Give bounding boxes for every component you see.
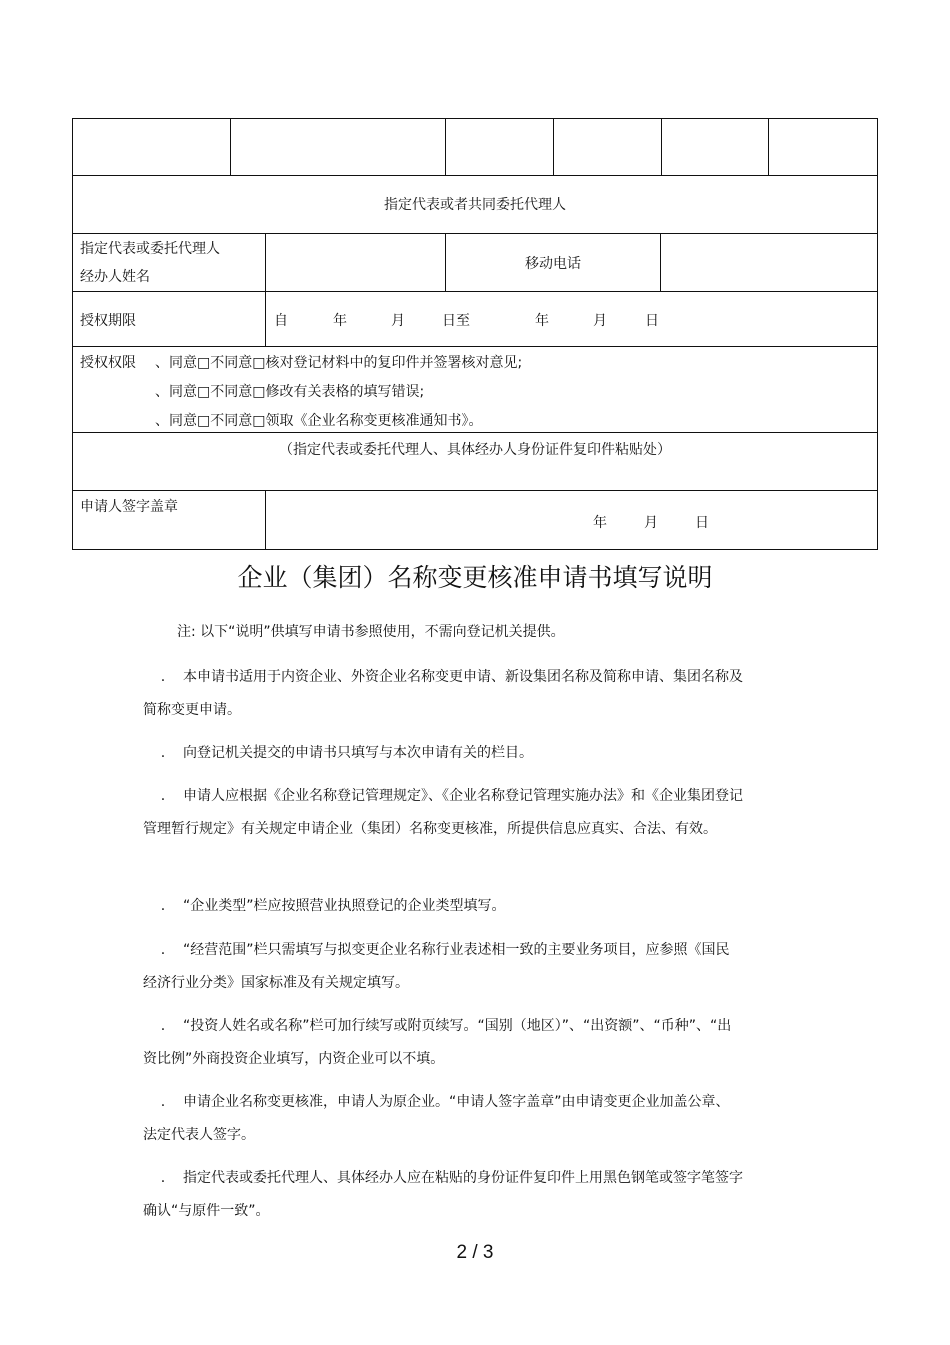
column-divider: [230, 119, 231, 175]
column-divider: [768, 119, 769, 175]
blank-cell[interactable]: [232, 120, 444, 174]
row-divider: [73, 175, 877, 176]
instruction-text: “投资人姓名或名称”栏可加行续写或附页续写。“国别（地区）”、“出资额”、“币种”、“出资比例”外商投资企业填写，内资企业可以不填。: [143, 1018, 732, 1067]
row-divider: [73, 233, 877, 234]
instruction-text: “经营范围”栏只需填写与拟变更企业名称行业表述相一致的主要业务项目，应参照《国民经济行业分类》国家标准及有关规定填写。: [143, 942, 730, 991]
period-day-to: 日至: [442, 313, 470, 329]
mobile-phone-field[interactable]: [662, 235, 876, 290]
sign-date-year: 年: [593, 515, 607, 531]
instruction-item: [143, 1010, 743, 1076]
column-divider: [445, 119, 446, 175]
row-divider: [73, 346, 877, 347]
instruction-number: .: [160, 745, 166, 761]
section-title: 指定代表或者共同委托代理人: [384, 197, 566, 213]
instruction-number: .: [160, 1170, 166, 1186]
period-year-end: 年: [535, 313, 549, 329]
sign-date-day: 日: [695, 515, 709, 531]
authority-scope-label: 授权权限: [80, 355, 136, 371]
applicant-signature-label: 申请人签字盖章: [80, 499, 178, 515]
column-divider: [265, 490, 266, 549]
instruction-text: 申请人应根据《企业名称登记管理规定》、《企业名称登记管理实施办法》和《企业集团登记管理暂行规定》有关规定申请企业（集团）名称变更核准，所提供信息应真实、合法、有效。: [143, 788, 743, 837]
period-day-end: 日: [645, 313, 659, 329]
blank-cell[interactable]: [447, 120, 552, 174]
blank-cell[interactable]: [663, 120, 767, 174]
column-divider: [265, 233, 266, 291]
instructions-title: 企业（集团）名称变更核准申请书填写说明: [237, 563, 713, 592]
agent-name-label: 指定代表或委托代理人: [80, 241, 220, 257]
blank-cell[interactable]: [555, 120, 660, 174]
blank-cell[interactable]: [74, 120, 229, 174]
column-divider: [661, 119, 662, 175]
instruction-number: .: [160, 1018, 166, 1034]
blank-cell[interactable]: [770, 120, 876, 174]
authority-item[interactable]: 、同意□不同意□核对登记材料中的复印件并签署核对意见;: [155, 355, 523, 371]
instruction-item: [143, 780, 743, 846]
instruction-text: “企业类型”栏应按照营业执照登记的企业类型填写。: [183, 898, 506, 914]
instruction-item: [143, 934, 743, 1000]
instruction-item: [143, 1162, 743, 1228]
mobile-phone-label: 移动电话: [525, 256, 581, 272]
column-divider: [265, 291, 266, 346]
instruction-number: .: [160, 788, 166, 804]
period-month-end: 月: [593, 313, 607, 329]
instruction-text: 向登记机关提交的申请书只填写与本次申请有关的栏目。: [183, 745, 533, 761]
sign-date-month: 月: [644, 515, 658, 531]
authorization-form-table: [72, 118, 878, 550]
instruction-number: .: [160, 669, 166, 685]
column-divider: [660, 233, 661, 291]
instruction-item: [143, 737, 743, 770]
row-divider: [73, 432, 877, 433]
authority-item[interactable]: 、同意□不同意□修改有关表格的填写错误;: [155, 384, 425, 400]
instruction-text: 本申请书适用于内资企业、外资企业名称变更申请、新设集团名称及简称申请、集团名称及简称变更申请。: [143, 669, 743, 718]
authority-item[interactable]: 、同意□不同意□领取《企业名称变更核准通知书》。: [155, 413, 483, 429]
id-copy-paste-area-note: （指定代表或委托代理人、具体经办人身份证件复印件粘贴处）: [279, 442, 671, 458]
instructions-note: 注: 以下“说明”供填写申请书参照使用，不需向登记机关提供。: [177, 624, 565, 640]
period-month-start: 月: [391, 313, 405, 329]
period-year-start: 年: [333, 313, 347, 329]
agent-name-field[interactable]: [267, 235, 444, 290]
instruction-number: .: [160, 1094, 166, 1110]
applicant-signature-field[interactable]: [267, 492, 876, 548]
row-divider: [73, 490, 877, 491]
instruction-number: .: [160, 898, 166, 914]
instruction-item: [143, 661, 743, 727]
page-number: 2 / 3: [456, 1242, 494, 1263]
instruction-item: [143, 890, 743, 923]
instruction-number: .: [160, 942, 166, 958]
row-divider: [73, 291, 877, 292]
instruction-text: 申请企业名称变更核准，申请人为原企业。“申请人签字盖章”由申请变更企业加盖公章、法定代表人签字。: [143, 1094, 730, 1143]
period-from: 自: [274, 313, 288, 329]
column-divider: [553, 119, 554, 175]
agent-name-label-line2: 经办人姓名: [80, 269, 150, 285]
instruction-text: 指定代表或委托代理人、具体经办人应在粘贴的身份证件复印件上用黑色钢笔或签字笔签字确认“与原件一致”。: [143, 1170, 743, 1219]
instruction-item: [143, 1086, 743, 1152]
authorization-period-label: 授权期限: [80, 313, 136, 329]
